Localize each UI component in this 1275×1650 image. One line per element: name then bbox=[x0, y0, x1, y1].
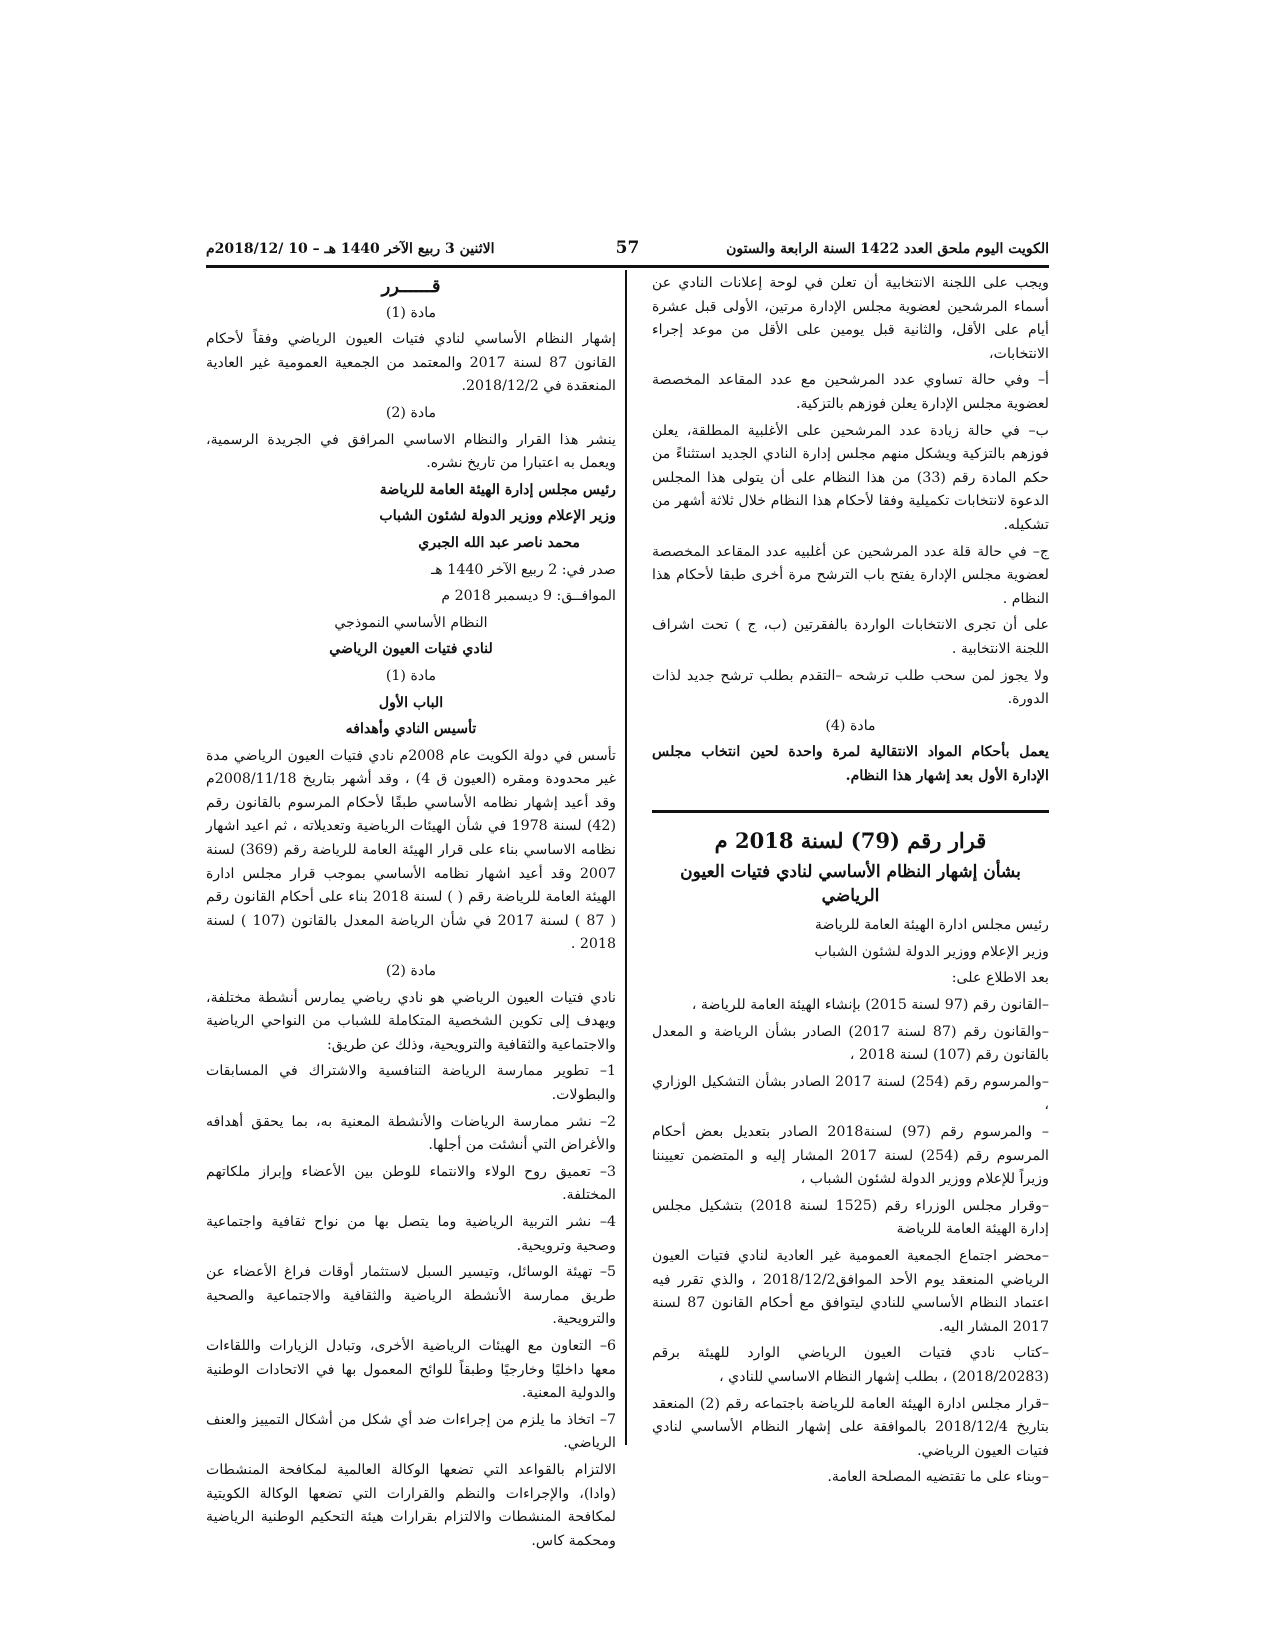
right-column bbox=[652, 272, 1049, 1493]
paragraph: 4– نشر التربية الرياضية وما يتصل بها من نواح ثقافية واجتماعية وصحية وترويحية. bbox=[206, 1213, 616, 1254]
section-heading: قــــــرر bbox=[381, 276, 441, 297]
paragraph: الالتزام بالقواعد التي تضعها الوكالة العالمية لمكافحة المنشطات (وادا)، والإجراءات والنظم والقرارات التي تضعها الوكالة الكويتية لمكافحة المنشطات والالتزام بقرارات هيئة التحكيم الوطنية الرياضية ومحكمة كاس. bbox=[206, 1461, 616, 1549]
paragraph: إشهار النظام الأساسي لنادي فتيات العيون الرياضي وفقاً لأحكام القانون 87 لسنة 2017 والمعتمد من الجمعية العمومية غير العادية المنعقدة في 2018/12/2. bbox=[206, 331, 616, 395]
section-heading: الباب الأول bbox=[378, 694, 444, 711]
paragraph: –كتاب نادي فتيات العيون الرياضي الوارد للهيئة برقم (2018/20283) ، بطلب إشهار النظام الاساسي للنادي ، bbox=[652, 1345, 1049, 1385]
decision-body bbox=[652, 914, 1049, 1490]
paragraph: بعد الاطلاع على: bbox=[951, 970, 1049, 987]
paragraph: محمد ناصر عبد الله الجبري bbox=[418, 534, 580, 551]
right-column-body bbox=[652, 272, 1049, 788]
paragraph: 5– تهيئة الوسائل، وتيسير السبل لاستثمار أوقات فراغ الأعضاء عن طريق ممارسة الأنشطة الرياضية والثقافية والاجتماعية والصحية والترويحية. bbox=[206, 1264, 616, 1328]
section-heading: مادة (1) bbox=[385, 304, 437, 321]
paragraph: –والمرسوم رقم (254) لسنة 2017 الصادر بشأن التشكيل الوزاري ، bbox=[652, 1073, 1049, 1114]
paragraph: رئيس مجلس ادارة الهيئة العامة للرياضة bbox=[814, 917, 1049, 934]
decision-subtitle: بشأن إشهار النظام الأساسي لنادي فتيات العيون الرياضي bbox=[680, 862, 1021, 906]
paragraph: على أن تجرى الانتخابات الواردة بالفقرتين (ب، ج ) تحت اشراف اللجنة الانتخابية . bbox=[652, 617, 1049, 657]
paragraph: 3– تعميق روح الولاء والانتماء للوطن بين الأعضاء وإبراز ملكاتهم المختلفة. bbox=[206, 1163, 616, 1204]
paragraph: 7– اتخاذ ما يلزم من إجراءات ضد أي شكل من أشكال التمييز والعنف الرياضي. bbox=[206, 1411, 616, 1452]
page-header bbox=[206, 238, 1049, 264]
paragraph: ج– في حالة قلة عدد المرشحين عن أغلبيه عدد المقاعد المخصصة لعضوية مجلس الإدارة يفتح باب الترشح مرة أخرى طبقا لأحكام هذا النظام . bbox=[652, 543, 1049, 607]
section-heading: مادة (1) bbox=[385, 667, 437, 684]
decision-separator bbox=[652, 810, 1049, 813]
paragraph: 1– تطوير ممارسة الرياضة التنافسية والاشتراك في المسابقات والبطولات. bbox=[206, 1063, 616, 1103]
paragraph: ولا يجوز لمن سحب طلب ترشحه –التقدم بطلب ترشح جديد لذات الدورة. bbox=[652, 667, 1049, 708]
paragraph: الموافــق: 9 ديسمبر 2018 م bbox=[441, 588, 616, 605]
section-heading: النظام الأساسي النموذجي bbox=[334, 614, 488, 631]
header-date: الاثنين 3 ربيع الآخر 1440 هـ – 10 /2018/12م bbox=[206, 241, 495, 257]
left-column bbox=[206, 272, 616, 1556]
header-issue: الكويت اليوم ملحق العدد 1422 السنة الرابعة والستون bbox=[726, 241, 1049, 257]
paragraph: 6– التعاون مع الهيئات الرياضية الأخرى، وتبادل الزيارات واللقاءات معها داخليًا وخارجيًا وطبقاً للوائح المعمول بها في الاتحادات الوطنية والدولية المعنية. bbox=[206, 1337, 616, 1402]
paragraph: ب– في حالة زيادة عدد المرشحين على الأغلبية المطلقة، يعلن فوزهم بالتزكية ويشكل منهم مجلس إدارة النادي الجديد استثناءً من حكم المادة رقم (33) من هذا النظام على أن يتولى هذا المجلس الدعوة لانتخابات تكميلية وفقا لأحكام هذا النظام خلال ثلاثة أشهر من تشكيله. bbox=[652, 422, 1050, 533]
paragraph: –وبناء على ما تقتضيه المصلحة العامة. bbox=[827, 1469, 1049, 1486]
paragraph: ينشر هذا القرار والنظام الاساسي المرافق في الجريدة الرسمية، ويعمل به اعتبارا من تاريخ نشره. bbox=[206, 431, 616, 472]
section-heading: مادة (2) bbox=[385, 963, 437, 980]
paragraph: صدر في: 2 ربيع الآخر 1440 هـ bbox=[431, 561, 616, 578]
paragraph: –قرار مجلس ادارة الهيئة العامة للرياضة باجتماعه رقم (2) المنعقد بتاريخ 2018/12/4 بالموافقة على إشهار النظام الأساسي لنادي فتيات العيون الرياضي. bbox=[652, 1395, 1049, 1459]
paragraph: –محضر اجتماع الجمعية العمومية غير العادية لنادي فتيات العيون الرياضي المنعقد يوم الأحد الموافق2018/12/2 ، والذي تقرر فيه اعتماد النظام الأساسي للنادي ليتوافق مع أحكام القانون 87 لسنة 2017 المشار اليه. bbox=[652, 1247, 1050, 1335]
section-heading: لنادي فتيات العيون الرياضي bbox=[329, 641, 493, 658]
paragraph: –وقرار مجلس الوزراء رقم (1525 لسنة 2018) بتشكيل مجلس إدارة الهيئة العامة للرياضة bbox=[652, 1197, 1049, 1238]
section-heading: مادة (2) bbox=[385, 404, 437, 421]
paragraph: –القانون رقم (97 لسنة 2015) بإنشاء الهيئة العامة للرياضة ، bbox=[691, 997, 1049, 1014]
decision-title: قرار رقم (79) لسنة 2018 م bbox=[714, 828, 987, 854]
paragraph: –والقانون رقم (87 لسنة 2017) الصادر بشأن الرياضة و المعدل بالقانون رقم (107) لسنة 2018 ، bbox=[652, 1023, 1049, 1064]
paragraph: وزير الإعلام ووزير الدولة لشئون الشباب bbox=[814, 943, 1049, 960]
section-heading: تأسيس النادي وأهدافه bbox=[345, 721, 477, 738]
paragraph: أ– وفي حالة تساوي عدد المرشحين مع عدد المقاعد المخصصة لعضوية مجلس الإدارة يعلن فوزهم بالتزكية. bbox=[652, 372, 1049, 412]
paragraph: 2– نشر ممارسة الرياضات والأنشطة المعنية به، بما يحقق أهدافه والأغراض التي أنشئت من أجلها. bbox=[206, 1113, 616, 1154]
left-column-body bbox=[206, 275, 616, 1553]
paragraph: ويجب على اللجنة الانتخابية أن تعلن في لوحة إعلانات النادي عن أسماء المرشحين لعضوية مجلس الإدارة مرتين، الأولى قبل عشرة أيام على الأقل، والثانية قبل يومين على الأقل من موعد إجراء الانتخابات، bbox=[652, 275, 1049, 362]
paragraph: يعمل بأحكام المواد الانتقالية لمرة واحدة لحين انتخاب مجلس الإدارة الأول بعد إشهار هذا النظام. bbox=[652, 744, 1049, 784]
column-divider bbox=[625, 270, 627, 1445]
paragraph: وزير الإعلام ووزير الدولة لشئون الشباب bbox=[379, 508, 616, 525]
section-heading: مادة (4) bbox=[825, 717, 876, 734]
paragraph: نادي فتيات العيون الرياضي هو نادي رياضي يمارس أنشطة مختلفة، ويهدف إلى تكوين الشخصية المتكاملة للشباب من النواحي الرياضية والاجتماعية والثقافية والترويحية، وذلك عن طريق: bbox=[206, 989, 616, 1053]
page-number: 57 bbox=[615, 238, 640, 258]
paragraph: – والمرسوم رقم (97) لسنة2018 الصادر بتعديل بعض أحكام المرسوم رقم (254) لسنة 2017 المشار إليه و المتضمن تعييننا وزيراً للإعلام ووزير الدولة لشئون الشباب ، bbox=[652, 1124, 1049, 1188]
paragraph: تأسس في دولة الكويت عام 2008م نادي فتيات العيون الرياضي مدة غير محدودة ومقره (العيون ق 4) ، وقد أشهر بتاريخ 2008/11/18م وقد أعيد إشهار نظامه الأساسي طبقًا لأحكام المرسوم بالقانون رقم (42) لسنة 1978 في شأن الهيئات الرياضية وتعديلاته ، ثم اعيد اشهار نظامه الاساسي بناء على قرار الهيئة العامة للرياضة رقم (369) لسنة 2007 وقد أعيد اشهار نظامه الأساسي بموجب قرار مجلس ادارة الهيئة العامة للرياضة رقم ( ) لسنة 2018 بناء على أحكام القانون رقم ( 87 ) لسنة 2017 في شأن الرياضة المعدل بالقانون (107 ) لسنة 2018 . bbox=[206, 747, 617, 953]
paragraph: رئيس مجلس إدارة الهيئة العامة للرياضة bbox=[379, 481, 616, 498]
header-rule bbox=[206, 265, 1049, 268]
